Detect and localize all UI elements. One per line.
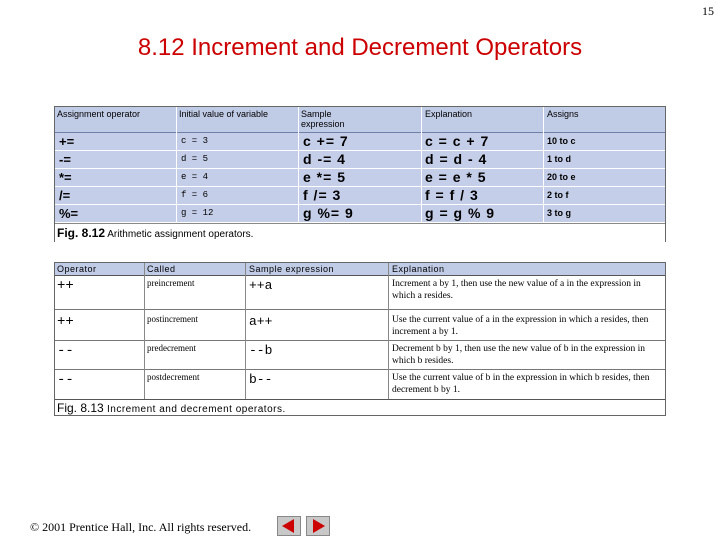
- table-row: [55, 151, 665, 169]
- table-row: [55, 205, 665, 223]
- initial-value-cell: e = 4: [181, 172, 209, 182]
- explanation-cell: f = f / 3: [425, 187, 479, 203]
- sample-expression-cell: e *= 5: [303, 169, 346, 185]
- table-row: [55, 169, 665, 187]
- slide-title: 8.12 Increment and Decrement Operators: [137, 34, 583, 61]
- fig-8-13-caption: [55, 399, 665, 416]
- explanation-cell: d = d - 4: [425, 151, 488, 167]
- caption-label: Fig. 8.13: [57, 401, 104, 415]
- previous-slide-button[interactable]: [277, 516, 301, 536]
- initial-value-cell: d = 5: [181, 154, 209, 164]
- caption-text: Arithmetic assignment operators.: [105, 229, 254, 240]
- explanation-cell: Decrement b by 1, then use the new value of b in the expression in which b resides.: [392, 344, 645, 366]
- assigns-cell: 2 to f: [547, 190, 569, 200]
- sample-expression-cell: g %= 9: [303, 205, 354, 221]
- assigns-cell: 10 to c: [547, 136, 576, 146]
- fig-8-12-header-row: [55, 107, 665, 133]
- next-slide-button[interactable]: [306, 516, 330, 536]
- assigns-cell: 3 to g: [547, 208, 571, 218]
- fig-8-13-header-row: [55, 263, 665, 276]
- table-row: [55, 310, 665, 341]
- column-divider: [144, 263, 145, 399]
- column-divider: [421, 107, 422, 223]
- column-divider: [298, 107, 299, 223]
- sample-expression-cell: d -= 4: [303, 151, 346, 167]
- called-cell: postdecrement: [147, 372, 200, 382]
- operator-cell: --: [57, 343, 74, 359]
- sample-expression-cell: c += 7: [303, 133, 349, 149]
- sample-expression-cell: --b: [249, 343, 273, 358]
- explanation-cell: c = c + 7: [425, 133, 490, 149]
- called-cell: predecrement: [147, 343, 196, 353]
- operator-cell: --: [57, 372, 74, 388]
- called-cell: postincrement: [147, 314, 198, 324]
- table-row: [55, 370, 665, 398]
- header-explanation: Explanation: [425, 109, 473, 119]
- operator-cell: -=: [59, 152, 71, 167]
- header-initial-value: Initial value of variable: [179, 109, 269, 119]
- fig-8-12-caption: [55, 223, 665, 242]
- operator-cell: ++: [57, 314, 74, 330]
- explanation-cell: g = g % 9: [425, 205, 496, 221]
- table-row: [55, 187, 665, 205]
- column-divider: [543, 107, 544, 223]
- assigns-cell: 1 to d: [547, 154, 571, 164]
- sample-expression-cell: a++: [249, 314, 273, 329]
- initial-value-cell: f = 6: [181, 190, 209, 200]
- left-triangle-icon: [278, 517, 300, 535]
- assigns-cell: 20 to e: [547, 172, 576, 182]
- operator-cell: ++: [57, 278, 74, 294]
- explanation-cell: Increment a by 1, then use the new value of a in the expression in which a resides.: [392, 279, 641, 301]
- initial-value-cell: c = 3: [181, 136, 209, 146]
- caption-text: Increment and decrement operators.: [103, 404, 286, 415]
- operator-cell: +=: [59, 134, 75, 149]
- column-divider: [388, 263, 389, 399]
- explanation-cell: Use the current value of a in the expression in which a resides, then increment a by 1.: [392, 315, 649, 337]
- explanation-cell: Use the current value of b in the expression in which b resides, then decrement b by 1.: [392, 373, 650, 395]
- copyright-notice: © 2001 Prentice Hall, Inc. All rights reserved.: [30, 520, 252, 534]
- column-divider: [176, 107, 177, 223]
- called-cell: preincrement: [147, 278, 195, 288]
- operator-cell: /=: [59, 188, 71, 203]
- table-row: [55, 133, 665, 151]
- header-operator: Operator: [57, 264, 97, 274]
- page-number: 15: [702, 4, 714, 18]
- column-divider: [245, 263, 246, 399]
- right-triangle-icon: [307, 517, 329, 535]
- header-assignment-operator: Assignment operator: [57, 109, 141, 119]
- operator-cell: %=: [59, 206, 79, 221]
- operator-cell: *=: [59, 170, 72, 185]
- header-explanation: Explanation: [392, 264, 445, 274]
- header-assigns: Assigns: [547, 109, 579, 119]
- table-row: [55, 341, 665, 370]
- caption-label: Fig. 8.12: [57, 226, 106, 240]
- explanation-cell: e = e * 5: [425, 169, 487, 185]
- sample-expression-cell: ++a: [249, 278, 273, 293]
- header-sample-expression: Sample expression: [301, 109, 345, 129]
- fig-8-13-table: [54, 262, 666, 416]
- fig-8-12-table: [54, 106, 666, 242]
- sample-expression-cell: b--: [249, 372, 273, 387]
- sample-expression-cell: f /= 3: [303, 187, 342, 203]
- table-row: [55, 276, 665, 310]
- initial-value-cell: g = 12: [181, 208, 214, 218]
- header-sample-expression: Sample expression: [249, 264, 335, 274]
- header-called: Called: [147, 264, 176, 274]
